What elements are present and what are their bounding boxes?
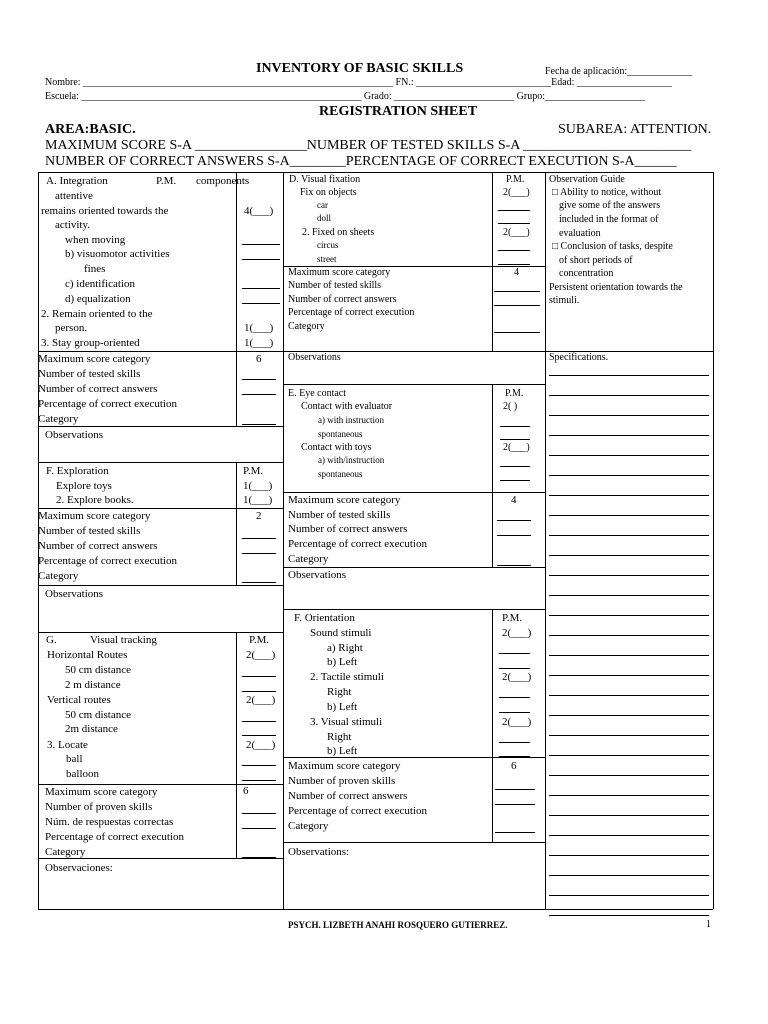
- item-text: Explore toys: [56, 480, 112, 492]
- summary-label: Maximum score category: [288, 494, 401, 506]
- score-box: 1(___): [244, 337, 274, 349]
- score-box: 2(___): [502, 716, 532, 728]
- item-text: Horizontal Routes: [47, 649, 128, 661]
- score-box: 2(___): [246, 694, 276, 706]
- item-text: 2 m distance: [65, 679, 121, 691]
- summary-label: Category: [288, 820, 329, 832]
- item-text: activity.: [55, 219, 91, 231]
- item-text: b) visuomotor activities: [65, 248, 170, 260]
- pm-label: P.M.: [506, 174, 525, 185]
- summary-label: Category: [288, 553, 329, 565]
- item-text: 3. Locate: [47, 739, 88, 751]
- guide-item: □ Ability to notice, without: [552, 187, 662, 198]
- pm-label: P.M.: [502, 612, 523, 624]
- section-title: A. Integration: [46, 175, 108, 187]
- section-title: G.: [46, 634, 57, 646]
- score-box: 1(___): [243, 494, 273, 506]
- area-label: AREA:BASIC.: [45, 122, 136, 137]
- section-title: E. Eye contact: [288, 388, 347, 399]
- summary-label: Number of correct answers: [288, 523, 408, 535]
- item-text: components: [196, 175, 250, 187]
- observations-label: Observations:: [288, 846, 350, 858]
- item-text: Fix on objects: [300, 187, 357, 198]
- summary-label: Category: [45, 846, 86, 858]
- summary-label: Percentage of correct execution: [288, 538, 427, 550]
- item-text: balloon: [66, 768, 99, 780]
- escuela-line: Escuela: ________________________________________________________ Grado: ________________________ Grupo:____________________: [45, 91, 645, 102]
- score-line-1: MAXIMUM SCORE S-A ________________NUMBER OF TESTED SKILLS S-A ________________________: [45, 138, 692, 153]
- score-box: 2(___): [246, 649, 276, 661]
- item-text: spontaneous: [318, 429, 363, 439]
- summary-label: Number of tested skills: [38, 525, 141, 537]
- summary-label: Number of correct answers: [288, 294, 397, 305]
- item-text: a) with/instruction: [318, 455, 385, 465]
- summary-label: Percentage of correct execution: [45, 831, 184, 843]
- item-text: b) Left: [327, 745, 358, 757]
- score-line-2: NUMBER OF CORRECT ANSWERS S-A________PERCENTAGE OF CORRECT EXECUTION S-A______: [45, 154, 677, 169]
- document-title: INVENTORY OF BASIC SKILLS: [256, 61, 464, 76]
- summary-label: Maximum score category: [45, 786, 158, 798]
- item-text: 2. Fixed on sheets: [302, 227, 375, 238]
- guide-item: □ Conclusion of tasks, despite: [552, 241, 673, 252]
- summary-label: Maximum score category: [288, 760, 401, 772]
- item-text: Sound stimuli: [310, 627, 372, 639]
- guide-item: stimuli.: [549, 295, 580, 306]
- section-title: F. Orientation: [294, 612, 355, 624]
- item-text: street: [317, 254, 337, 264]
- summary-label: Category: [38, 570, 79, 582]
- summary-label: Number of tested skills: [38, 368, 141, 380]
- score-box: 2(___): [502, 627, 532, 639]
- summary-label: Núm. de respuestas correctas: [45, 816, 174, 828]
- item-text: 3. Visual stimuli: [310, 716, 383, 728]
- summary-label: Number of tested skills: [288, 509, 391, 521]
- summary-label: Category: [288, 321, 325, 332]
- score-box: 2(___): [502, 671, 532, 683]
- section-title: D. Visual fixation: [289, 174, 361, 185]
- item-text: c) identification: [65, 278, 135, 290]
- guide-item: of short periods of: [559, 255, 633, 266]
- item-text: Contact with toys: [301, 442, 372, 453]
- score-box: 4(___): [244, 205, 274, 217]
- specifications-label: Specifications.: [549, 352, 609, 363]
- summary-label: Percentage of correct execution: [288, 307, 415, 318]
- score-box: 2(___): [503, 227, 530, 238]
- summary-label: Category: [38, 413, 79, 425]
- item-text: doll: [317, 213, 332, 223]
- nombre-line: Nombre: ______________________________________________________________ FN.: ___________________________Edad: ___________________: [45, 77, 672, 88]
- item-text: b) Left: [327, 701, 358, 713]
- item-text: a) with instruction: [318, 415, 384, 425]
- item-text: Vertical routes: [47, 694, 111, 706]
- summary-value: 2: [256, 510, 262, 522]
- score-box: 2(___): [503, 187, 530, 198]
- guide-item: give some of the answers: [559, 200, 661, 211]
- item-text: b) Left: [327, 656, 358, 668]
- summary-label: Percentage of correct execution: [38, 555, 177, 567]
- item-text: car: [317, 200, 328, 210]
- footer-author: PSYCH. LIZBETH ANAHI ROSQUERO GUTIERREZ.: [288, 920, 508, 930]
- summary-value: 4: [511, 494, 517, 506]
- observations-label: Observations: [288, 569, 347, 581]
- summary-label: Percentage of correct execution: [288, 805, 427, 817]
- item-text: spontaneous: [318, 469, 363, 479]
- summary-value: 6: [511, 760, 517, 772]
- summary-value: 6: [256, 353, 262, 365]
- item-text: 3. Stay group-oriented: [41, 337, 140, 349]
- section-title: Visual tracking: [90, 634, 157, 646]
- item-text: 2m distance: [65, 723, 118, 735]
- item-text: Contact with evaluator: [301, 401, 393, 412]
- score-box: 2(___): [503, 442, 530, 453]
- guide-item: included in the format of: [559, 214, 659, 225]
- observations-label: Observaciones:: [45, 862, 113, 874]
- item-text: d) equalization: [65, 293, 131, 305]
- summary-label: Maximum score category: [38, 353, 151, 365]
- item-text: Right: [327, 731, 352, 743]
- score-box: 2(___): [246, 739, 276, 751]
- fecha-field: Fecha de aplicación:_____________: [545, 66, 693, 77]
- guide-item: Persistent orientation towards the: [549, 282, 683, 293]
- item-text: 2. Remain oriented to the: [41, 308, 153, 320]
- item-text: 50 cm distance: [65, 664, 131, 676]
- summary-value: 4: [514, 267, 519, 278]
- item-text: 2. Explore books.: [56, 494, 134, 506]
- pm-label: P.M.: [243, 465, 264, 477]
- summary-label: Number of correct answers: [288, 790, 408, 802]
- item-text: a) Right: [327, 642, 363, 654]
- guide-item: concentration: [559, 268, 614, 279]
- observations-label: Observations: [45, 429, 104, 441]
- guide-item: evaluation: [559, 228, 601, 239]
- item-text: 2. Tactile stimuli: [310, 671, 384, 683]
- item-text: when moving: [65, 234, 126, 246]
- section-title: F. Exploration: [46, 465, 109, 477]
- item-text: circus: [317, 240, 339, 250]
- score-box: 2( ): [503, 401, 518, 412]
- pm-label: P.M.: [249, 634, 270, 646]
- pm-label: P.M.: [156, 175, 177, 187]
- pm-label: P.M.: [505, 388, 524, 399]
- page-number: 1: [706, 919, 711, 930]
- summary-label: Number of correct answers: [38, 540, 158, 552]
- item-text: Right: [327, 686, 352, 698]
- summary-label: Number of correct answers: [38, 383, 158, 395]
- item-text: remains oriented towards the: [41, 205, 169, 217]
- summary-label: Number of proven skills: [288, 775, 396, 787]
- score-box: 1(___): [243, 480, 273, 492]
- observations-label: Observations: [45, 588, 104, 600]
- guide-title: Observation Guide: [549, 174, 625, 185]
- summary-value: 6: [243, 785, 249, 797]
- item-text: 50 cm distance: [65, 709, 131, 721]
- specification-lines: [549, 375, 709, 935]
- summary-label: Number of proven skills: [45, 801, 153, 813]
- item-text: fines: [84, 263, 106, 275]
- subarea-label: SUBAREA: ATTENTION.: [558, 122, 712, 137]
- summary-label: Maximum score category: [38, 510, 151, 522]
- score-box: 1(___): [244, 322, 274, 334]
- observations-label: Observations: [288, 352, 341, 363]
- summary-label: Number of tested skills: [288, 280, 382, 291]
- item-text: ball: [66, 753, 83, 765]
- item-text: attentive: [55, 190, 93, 202]
- item-text: person.: [55, 322, 88, 334]
- summary-label: Maximum score category: [288, 267, 391, 278]
- summary-label: Percentage of correct execution: [38, 398, 177, 410]
- registration-heading: REGISTRATION SHEET: [319, 104, 478, 119]
